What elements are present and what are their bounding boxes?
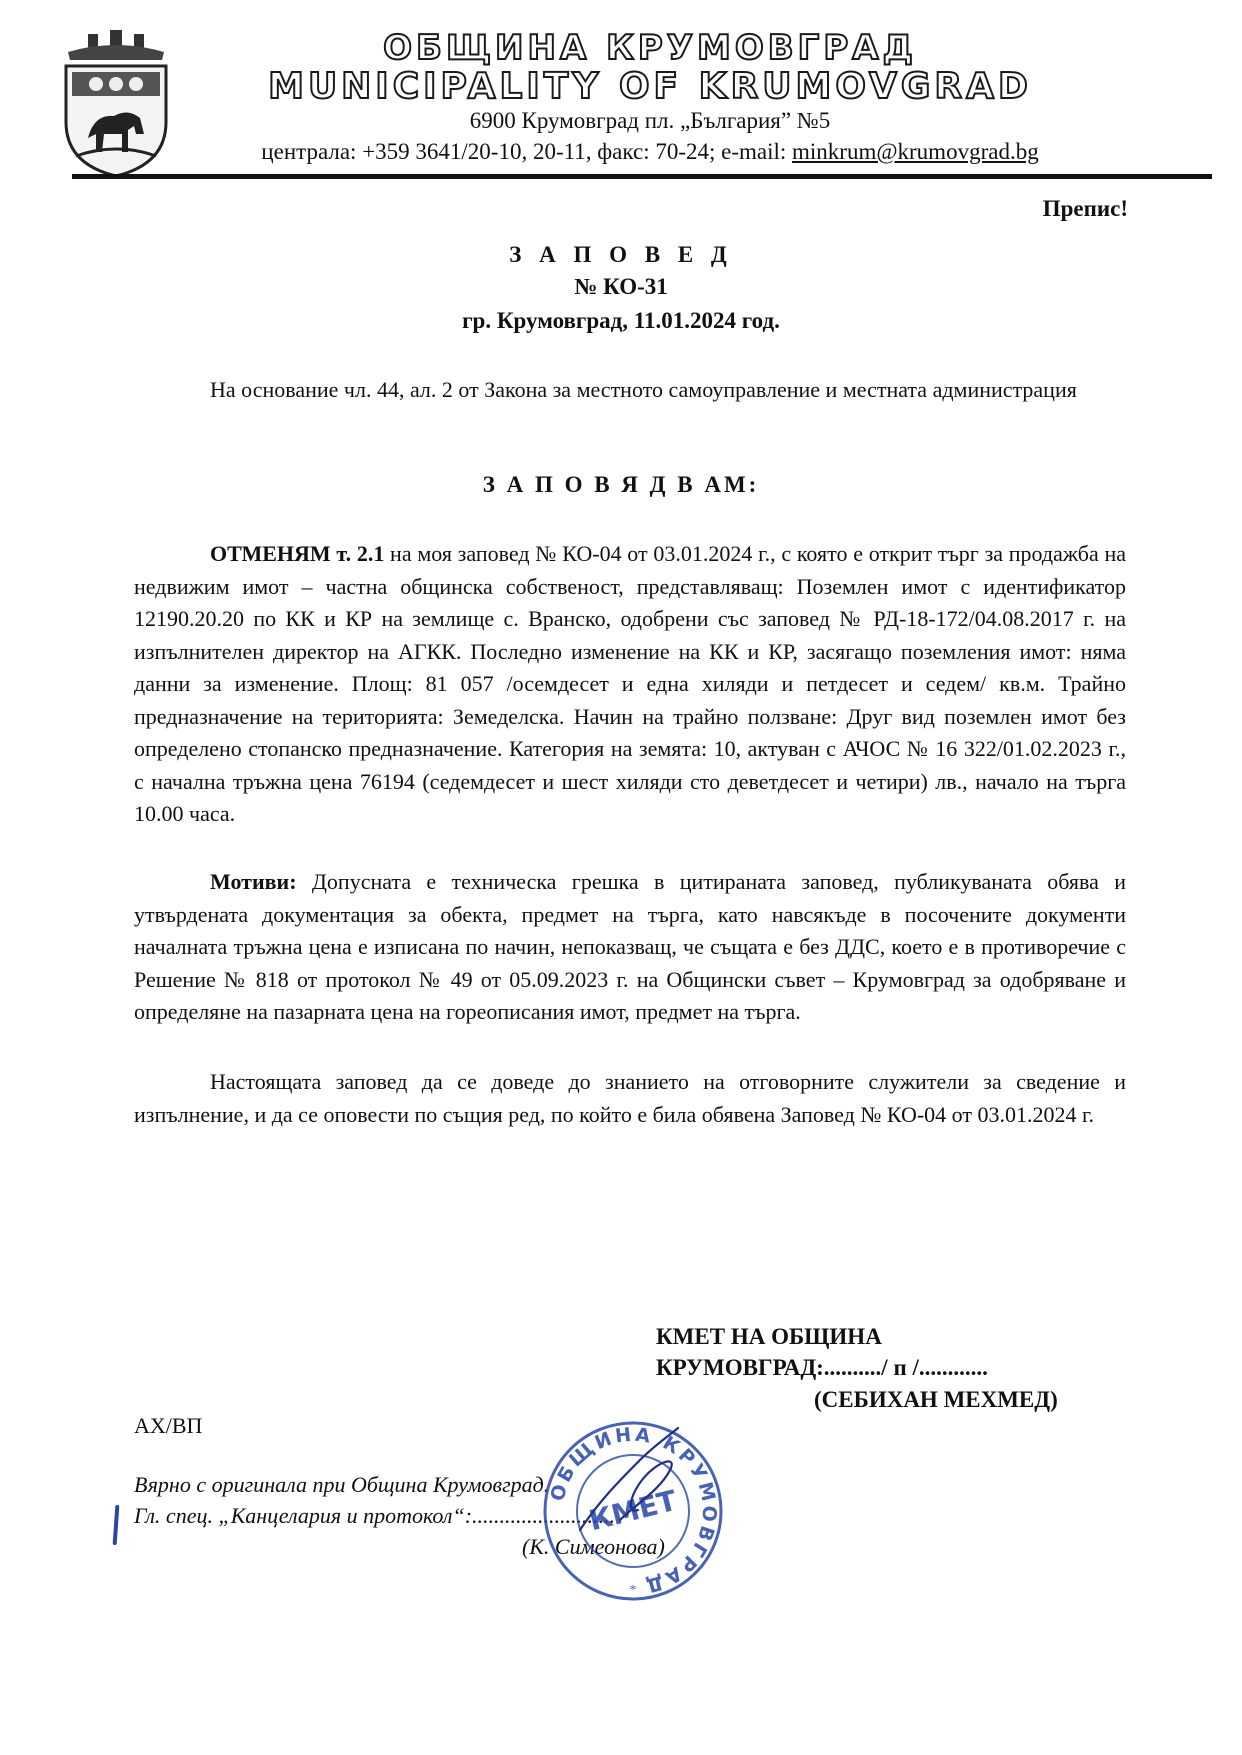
final-paragraph: Настоящата заповед да се доведе до знанието на отговорните служители за сведение и изпълнение, и да се оповести по същия ред, по който е била обявена Заповед № КО-04 от 03.01.2024 г. (134, 1069, 1126, 1127)
motives-text: Допусната е техническа грешка в цитираната заповед, публикуваната обява и утвърдената документация за обекта, предмет на търга, като навсякъде в посочените документи началната тръжна цена е изписана по начин, непоказващ, че същата е без ДДС, което е в противоречие с Решение № 818 от протокол № 49 от 05.09.2023 г. на Общински съвет – Крумовград за одобряване и определяне на пазарната цена на гореописания имот, предмет на търга. (134, 869, 1126, 1024)
contacts-line (230, 139, 1070, 165)
order-number: № КО-31 (574, 274, 668, 299)
header-divider (72, 174, 1212, 179)
copy-mark: Препис! (1042, 196, 1128, 221)
svg-text:*: * (629, 1583, 637, 1598)
legal-basis-paragraph: На основание чл. 44, ал. 2 от Закона за местното самоуправление и местната администрация (210, 377, 1077, 402)
certification-line: Вярно с оригинала при Община Крумовград. (134, 1472, 550, 1497)
certifier-line: Гл. спец. „Канцелария и протокол“:.......................... (134, 1503, 616, 1528)
initials: АХ/ВП (134, 1413, 203, 1438)
motives-lead: Мотиви: (210, 869, 297, 894)
order-place-date: гр. Крумовград, 11.01.2024 год. (462, 308, 780, 333)
cancel-lead: ОТМЕНЯМ т. 2.1 (210, 541, 385, 566)
contacts-text: централа: +359 3641/20-10, 20-11, факс: 70-24; e-mail: (261, 139, 793, 164)
municipality-crest-icon (58, 30, 174, 178)
org-name-bg: ОБЩИНА КРУМОВГРАД (383, 28, 917, 68)
handwritten-signature-icon (560, 1410, 710, 1560)
address-line: 6900 Крумовград пл. „България” №5 (469, 108, 831, 133)
signer-title: КМЕТ НА ОБЩИНА (656, 1324, 882, 1349)
email-link[interactable]: minkrum@krumovgrad.bg (792, 139, 1039, 164)
certifier-name: (К. Симеонова) (522, 1534, 665, 1559)
motives-paragraph (134, 866, 1126, 1029)
pen-mark (113, 1505, 120, 1545)
signer-line: КРУМОВГРАД:........../ п /............ (656, 1355, 988, 1380)
cancel-text: на моя заповед № КО-04 от 03.01.2024 г., с която е открит търг за продажба на недвижим имот – частна общинска собственост, представляващ: Поземлен имот с идентификатор 12190.20.20 по КК и КР на землище с. Вранско, одобрени със заповед № РД-18-172/04.08.2017 г. на изпълнителен директор на АГКК. Последно изменение на КК и КР, засягащо поземления имот: няма данни за изменение. Площ: 81 057 /осемдесет и една хиляди и петдесет и седем/ кв.м. Трайно предназначение на територията: Земеделска. Начин на трайно ползване: Друг вид поземлен имот без определено стопанско предназначение. Категория на земята: 10, актуван с АЧОС № 16 322/01.02.2023 г., с начална тръжна цена 76194 (седемдесет и шест хиляди сто деветдесет и четири) лв., начало на търга 10.00 часа. (134, 541, 1126, 826)
document-title: З А П О В Е Д (509, 242, 733, 267)
signer-name: (СЕБИХАН МЕХМЕД) (814, 1387, 1058, 1412)
order-heading: З А П О В Я Д В АМ: (482, 472, 760, 497)
stamp-center-text: КМЕТ (585, 1483, 681, 1538)
stamp-ring-text: ОБЩИНА КРУМОВГРАД (546, 1423, 721, 1598)
org-name-en: MUNICIPALITY OF KRUMOVGRAD (268, 66, 1032, 107)
cancel-paragraph (134, 538, 1126, 831)
